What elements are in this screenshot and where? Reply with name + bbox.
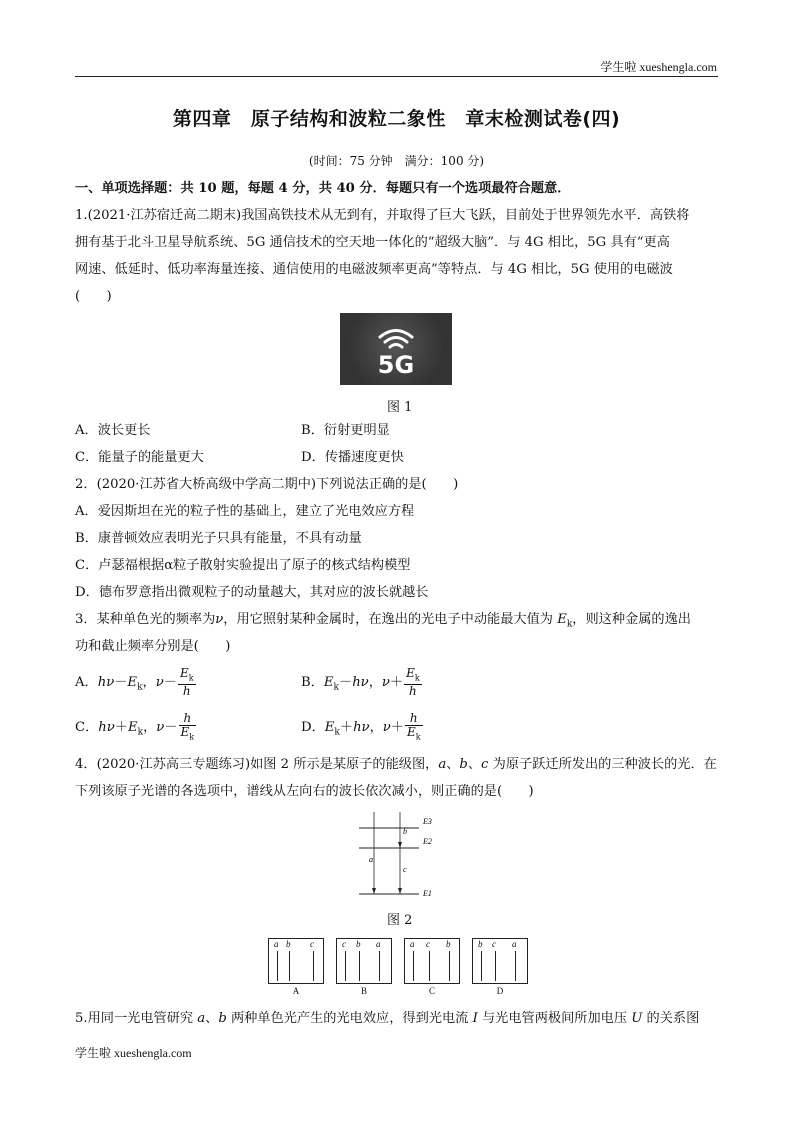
spectral-line-label: c: [310, 939, 314, 949]
spectral-line: [429, 951, 430, 981]
q2-stem: 2．(2020·江苏省大桥高级中学高二期中)下列说法正确的是( ): [75, 477, 459, 492]
spectrum-option-d: [472, 938, 528, 984]
spectral-line-label: b: [356, 939, 361, 949]
footer-site: 学生啦 xueshengla.com: [75, 1046, 192, 1060]
spectrum-option-label: A: [292, 986, 300, 996]
spectral-line-label: b: [286, 939, 291, 949]
spectral-line-label: b: [478, 939, 483, 949]
q2-option-a: A．爱因斯坦在光的粒子性的基础上，建立了光电效应方程: [75, 504, 415, 519]
q3-option-a: A．$h\nu-E_k$，ν－ $\frac{E_k}{h}$: [75, 665, 194, 699]
spectral-line: [277, 951, 278, 981]
header-site: 学生啦 xueshengla.com: [600, 60, 717, 74]
q1-line2: 拥有基于北斗卫星导航系统、5G 通信技术的空天地一体化的“超级大脑”．与 4G 相比，5G 具有“更高: [75, 235, 670, 250]
q1-option-d: D．传播速度更快: [301, 450, 404, 465]
q1-option-b: B．衍射更明显: [301, 423, 390, 438]
spectral-line-label: c: [492, 939, 496, 949]
spectral-line: [289, 951, 290, 981]
q3-option-c: C．$h\nu+E_k$，ν－ $\frac{h}{E_k}$: [75, 710, 195, 742]
spectrum-option-label: B: [360, 986, 367, 996]
q2-option-d: D．德布罗意指出微观粒子的动量越大，其对应的波长就越长: [75, 585, 429, 600]
label-e2: E2: [423, 837, 432, 846]
q1-line4: ( ): [75, 289, 112, 304]
figure1-caption: 图 1: [387, 400, 413, 415]
q4-line2: 下列该原子光谱的各选项中，谱线从左向右的波长依次减小，则正确的是( ): [75, 784, 534, 799]
spectral-line: [449, 951, 450, 981]
spectral-line-label: a: [410, 939, 415, 949]
spectral-line: [379, 951, 380, 981]
spectral-line: [359, 951, 360, 981]
figure1-5g-image: [340, 313, 452, 385]
figure2-caption: 图 2: [387, 913, 413, 928]
spectrum-option-a: [268, 938, 324, 984]
figure2-energy-level-diagram: [355, 812, 445, 902]
q3-line2: 功和截止频率分别是( ): [75, 639, 231, 654]
spectral-line: [413, 951, 414, 981]
label-a: a: [369, 855, 373, 864]
spectral-line: [515, 951, 516, 981]
q1-option-a: A．波长更长: [75, 423, 151, 438]
label-b: b: [403, 827, 407, 836]
exam-time-line: (时间：75 分钟 满分：100 分): [308, 154, 485, 168]
spectrum-option-c: [404, 938, 460, 984]
spectra-options: [268, 938, 530, 1000]
spectral-line-label: c: [342, 939, 346, 949]
spectral-line: [313, 951, 314, 981]
spectral-line-label: a: [274, 939, 279, 949]
q1-option-c: C．能量子的能量更大: [75, 450, 204, 465]
q2-option-c: C．卢瑟福根据α粒子散射实验提出了原子的核式结构模型: [75, 558, 411, 573]
q3-option-d: D．$E_k+h\nu$，ν＋ $\frac{h}{E_k}$: [301, 710, 421, 742]
q2-option-b: B．康普顿效应表明光子只具有能量，不具有动量: [75, 531, 362, 546]
q5-line1: 5.用同一光电管研究 a、b 两种单色光产生的光电效应，得到光电流 I 与光电管两极间所加电压 U 的关系图: [75, 1011, 700, 1026]
spectral-line-label: a: [376, 939, 381, 949]
spectral-line-label: c: [426, 939, 430, 949]
label-e1: E1: [423, 889, 432, 898]
q3-option-b: B．$E_k-h\nu$，ν＋ $\frac{E_k}{h}$: [301, 665, 420, 699]
label-e3: E3: [423, 817, 432, 826]
5g-label: 5G: [377, 351, 415, 379]
spectral-line-label: b: [446, 939, 451, 949]
q1-line3: 网速、低延时、低功率海量连接、通信使用的电磁波频率更高”等特点．与 4G 相比，5G 使用的电磁波: [75, 262, 673, 277]
q3-line1: 3．某种单色光的频率为ν，用它照射某种金属时，在逸出的光电子中动能最大值为 $E_k$，则这种金属的逸出: [75, 612, 691, 630]
header-rule: [75, 76, 718, 77]
spectral-line: [345, 951, 346, 981]
spectral-line: [481, 951, 482, 981]
spectral-line: [495, 951, 496, 981]
spectrum-option-label: C: [428, 986, 435, 996]
page-title: 第四章 原子结构和波粒二象性 章末检测试卷(四): [172, 108, 621, 130]
q1-line1: 1.(2021·江苏宿迁高二期末)我国高铁技术从无到有，并取得了巨大飞跃，目前处于世界领先水平．高铁将: [75, 208, 690, 223]
section-heading: 一、单项选择题：共 10 题，每题 4 分，共 40 分．每题只有一个选项最符合题意．: [75, 181, 571, 196]
spectral-line-label: a: [512, 939, 517, 949]
label-c: c: [403, 865, 407, 874]
spectrum-option-b: [336, 938, 392, 984]
spectrum-option-label: D: [496, 986, 504, 996]
q4-line1: 4．(2020·江苏高三专题练习)如图 2 所示是某原子的能级图，a、b、c 为原子跃迁所发出的三种波长的光．在: [75, 757, 717, 772]
